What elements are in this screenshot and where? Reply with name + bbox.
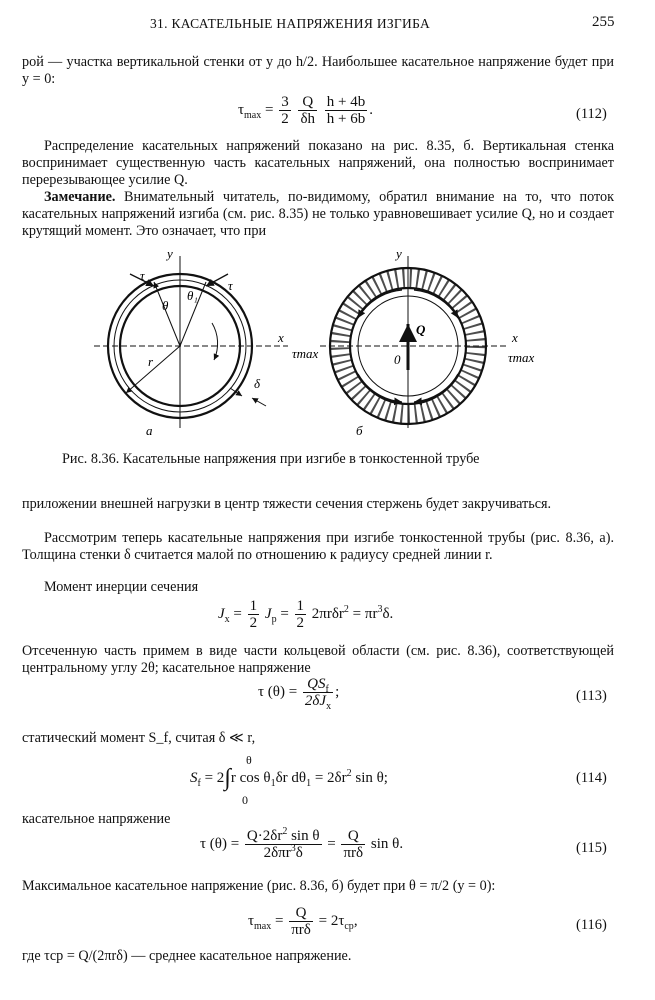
eqjx-frac2-num: 1 — [296, 598, 305, 614]
eqjx-c: 2πrδr — [308, 605, 344, 622]
eq112-frac2-num: Q — [298, 94, 317, 111]
paragraph-remark — [22, 189, 614, 240]
fig-right-tau-left-label: τmax — [292, 346, 319, 361]
fig-right-tau-right-label: τmax — [508, 350, 535, 365]
eqjx-b-sub: p — [271, 613, 277, 625]
equation-114 — [0, 752, 655, 808]
figure-drawing — [30, 238, 630, 443]
eq116-eq: = — [271, 912, 288, 929]
fig-right-y-label: y — [396, 246, 402, 261]
paragraph-3: приложении внешней нагрузки в центр тяжести сечения стержень будет закручиваться. — [22, 496, 552, 512]
eq115-frac1-den: 2δπr — [263, 845, 291, 861]
paragraph-1: рой — участка вертикальной стенки от y до h/2. Наибольшее касательное напряжение будет при y = 0: — [22, 54, 614, 87]
page-number: 255 — [592, 14, 615, 30]
remark-text: Внимательный читатель, по-видимому, обратил внимание на то, что поток касательных напряжений изгиба (см. рис. 8.35) не только уравновешивает усилие Q, но и создает крутящий момент. Это означает, что при — [22, 189, 614, 239]
fig-left-tau1-label: τ — [140, 268, 145, 283]
eqjx-frac1-num: 1 — [249, 598, 258, 614]
fig-left-panel-label: а — [146, 423, 153, 438]
eq114-lhs-sub: f — [197, 778, 201, 789]
eq114-rhs: = 2δr — [311, 770, 347, 786]
fig-left-y-label: y — [167, 246, 173, 261]
equation-number-112: (112) — [576, 106, 607, 122]
eq115-frac1-num: Q·2δr — [246, 828, 283, 844]
eq114-eq: = 2 — [200, 770, 225, 786]
eqjx-c-sup: 2 — [343, 603, 349, 615]
eq112-frac2-den: δh — [300, 111, 316, 127]
equation-116 — [0, 905, 655, 945]
eq112-frac1-den: 2 — [281, 111, 289, 127]
eq114-int-lower: 0 — [242, 793, 248, 807]
figure-caption: Рис. 8.36. Касательные напряжения при изгибе в тонкостенной трубе — [62, 451, 480, 467]
eq113-den: 2δJ — [304, 693, 327, 709]
eq112-frac3-num: h + 4b — [326, 94, 366, 110]
eq116-frac — [289, 905, 313, 938]
eq116-rhs: = 2τ — [314, 912, 345, 929]
eq112-frac-2 — [298, 94, 317, 127]
eq116-frac-num: Q — [289, 905, 313, 922]
eq115-frac-2 — [341, 828, 365, 861]
figure-8-36 — [30, 238, 630, 443]
eq114-body-sub: 1 — [270, 778, 276, 789]
fig-right-origin-label: 0 — [394, 352, 401, 367]
eq114-body2-sub: 1 — [306, 778, 312, 789]
fig-right-x-label: x — [512, 330, 518, 345]
eq115-frac-1 — [245, 828, 322, 861]
eq113-frac — [303, 676, 333, 712]
eq115-frac2-den: πrδ — [343, 845, 364, 861]
equation-number-114: (114) — [576, 770, 607, 786]
eqjx-e: δ. — [382, 605, 394, 622]
eqjx-eq2: = — [276, 605, 293, 622]
eq116-tail: , — [353, 912, 358, 929]
eq113-lhs: τ (θ) = — [258, 683, 301, 700]
eq116-lhs: τ — [248, 912, 255, 929]
eq114-rhs-sup: 2 — [346, 768, 352, 779]
eq113-num-sub: f — [325, 684, 329, 695]
paragraph-7: статический момент S_f, считая δ ≪ r, — [22, 730, 256, 746]
eq113-den-sub: x — [326, 701, 332, 712]
equation-number-115: (115) — [576, 840, 607, 856]
equation-115 — [0, 828, 655, 868]
fig-right-q-label: Q — [416, 322, 426, 337]
eqjx-a-sub: x — [224, 613, 230, 625]
paragraph-10: где τср = Q/(2πrδ) — среднее касательное напряжение. — [22, 948, 352, 964]
eqjx-b: J — [261, 605, 272, 622]
fig-left-theta1-label: θ₁ — [187, 288, 198, 303]
eq115-lhs: τ (θ) = — [200, 835, 243, 852]
fig-left-theta-label: θ — [162, 298, 169, 313]
eq116-lhs-sub: max — [254, 920, 272, 932]
eq113-tail: ; — [335, 683, 340, 700]
eq112-frac-1 — [279, 94, 291, 127]
fig-left-r-label: r — [148, 354, 154, 369]
eq115-frac1-den-sup: 3 — [290, 843, 296, 854]
eq114-lhs: S — [190, 770, 198, 786]
eqjx-frac1-den: 2 — [249, 615, 258, 631]
eq112-frac-3 — [325, 94, 367, 127]
equation-jx — [0, 598, 655, 638]
eq115-frac1-num-sup: 2 — [282, 826, 288, 837]
eqjx-a: J — [218, 605, 225, 622]
figure-left-pipe — [94, 256, 288, 428]
eq114-integral-sign: ∫ — [224, 765, 231, 792]
paragraph-2: Распределение касательных напряжений показано на рис. 8.35, б. Вертикальная стенка воспринимает существенную часть касательных напряжений, она полностью воспринимает перерезывающее усилие Q. — [22, 138, 614, 188]
page-header — [0, 12, 655, 36]
eq112-lhs: τ — [238, 101, 245, 118]
equation-113 — [0, 676, 655, 716]
eqjx-frac2-den: 2 — [296, 615, 305, 631]
eqjx-eq3: = πr — [348, 605, 378, 622]
fig-right-panel-label: б — [356, 423, 363, 438]
eq115-frac2-num: Q — [341, 828, 365, 845]
paragraph-5: Момент инерции сечения — [44, 579, 199, 595]
eqjx-frac-1 — [248, 598, 260, 631]
eq112-tail: . — [369, 101, 374, 118]
eq114-rhs2: sin θ; — [351, 770, 388, 786]
eq113-num: QS — [307, 676, 326, 692]
fig-left-delta-label: δ — [254, 376, 261, 391]
eq112-frac3-den: h + 6b — [326, 111, 366, 127]
eq115-eq: = — [323, 835, 340, 852]
paragraph-9: Максимальное касательное напряжение (рис. 8.36, б) будет при θ = π/2 (y = 0): — [22, 878, 496, 894]
eqjx-d-sup: 3 — [377, 603, 383, 615]
equation-number-116: (116) — [576, 917, 607, 933]
running-head: 31. КАСАТЕЛЬНЫЕ НАПРЯЖЕНИЯ ИЗГИБА — [150, 16, 431, 31]
equation-112 — [0, 94, 655, 134]
equation-number-113: (113) — [576, 688, 607, 704]
fig-left-tau2-label: τ — [228, 278, 233, 293]
figure-right-pipe — [320, 256, 508, 428]
eq115-frac1-num-tail: sin θ — [287, 828, 320, 844]
remark-label: Замечание. — [44, 189, 116, 205]
eqjx-frac-2 — [295, 598, 307, 631]
eq114-body: r cos θ — [230, 770, 271, 786]
paragraph-8: касательное напряжение — [22, 811, 171, 827]
eq114-body2: δr dθ — [275, 770, 307, 786]
eq115-frac1-den-tail: δ — [295, 845, 303, 861]
fig-left-x-label: x — [278, 330, 284, 345]
eq114-int-upper: θ — [246, 753, 252, 767]
paragraph-6: Отсеченную часть примем в виде части кольцевой области (см. рис. 8.36), соответствующей центральному углу 2θ; касательное напряжение — [22, 643, 614, 676]
eq115-tail: sin θ. — [367, 835, 404, 852]
eq112-equals: = — [261, 101, 278, 118]
paragraph-4: Рассмотрим теперь касательные напряжения при изгибе тонкостенной трубы (рис. 8.36, а). Толщина стенки δ считается малой по отношению к радиусу средней линии r. — [22, 530, 614, 563]
eq112-frac1-num: 3 — [281, 94, 289, 110]
eqjx-eq1: = — [229, 605, 246, 622]
eq116-frac-den: πrδ — [291, 922, 311, 938]
eq116-rhs-sub: ср — [344, 920, 354, 932]
eq112-lhs-sub: max — [244, 109, 262, 121]
